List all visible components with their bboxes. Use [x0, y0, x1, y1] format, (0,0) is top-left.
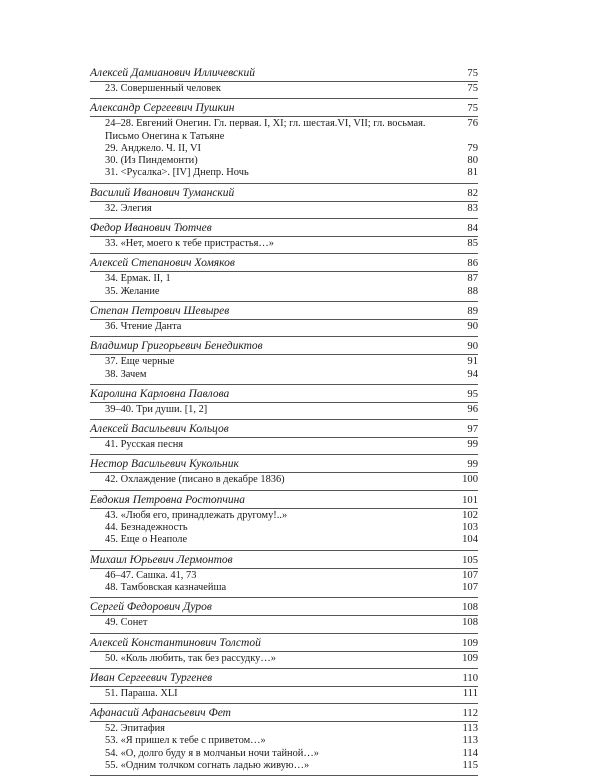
- poem-page-number: 103: [462, 522, 478, 534]
- author-page-number: 105: [462, 554, 478, 566]
- poem-title: 52. Эпитафия: [105, 723, 165, 735]
- poem-entry: [90, 167, 478, 179]
- toc-author-group: [90, 302, 478, 337]
- poem-page-number: 100: [462, 474, 478, 486]
- author-page-number: 82: [467, 187, 478, 199]
- poem-title: 31. <Русалка>. [IV] Днепр. Ночь: [105, 167, 249, 179]
- poem-title: 39–40. Три души. [1, 2]: [105, 403, 208, 415]
- table-of-contents: [90, 64, 478, 776]
- author-name: Михаил Юрьевич Лермонтов: [90, 553, 233, 566]
- author-row: [90, 551, 478, 569]
- poem-page-number: 104: [462, 534, 478, 546]
- author-name: Евдокия Петровна Ростопчина: [90, 493, 246, 506]
- poem-entry: [90, 404, 478, 416]
- author-name: Алексей Дамианович Илличевский: [90, 67, 256, 79]
- poem-entry: [90, 321, 478, 333]
- poem-entry: [90, 653, 478, 665]
- poem-entry: [90, 155, 478, 167]
- author-name: Степан Петрович Шевырев: [90, 304, 230, 317]
- author-row: [90, 184, 478, 202]
- poem-entry: [90, 510, 478, 522]
- author-page-number: 75: [467, 68, 478, 79]
- poem-title: 33. «Нет, моего к тебе пристрастья…»: [105, 238, 274, 250]
- poem-page-number: 94: [467, 368, 478, 380]
- poem-title: 30. (Из Пиндемонти): [105, 155, 198, 167]
- author-name: Алексей Васильевич Кольцов: [90, 423, 229, 436]
- poem-page-number: 102: [462, 509, 478, 521]
- poem-title: 42. Охлаждение (писано в декабре 1836): [105, 474, 285, 486]
- poem-title: 51. Параша. XLI: [105, 687, 178, 699]
- poem-page-number: 88: [467, 285, 478, 297]
- poem-title: 24–28. Евгений Онегин. Гл. первая. I, XI; гл. шестая.VI, VII; гл. восьмая. Письмо Онегина к Татьяне: [105, 118, 426, 142]
- author-name: Сергей Федорович Дуров: [90, 601, 212, 614]
- author-page-number: 108: [462, 602, 478, 614]
- poem-page-number: 99: [467, 439, 478, 451]
- poem-entry: [90, 118, 478, 143]
- toc-author-group: [90, 184, 478, 219]
- author-row: [90, 385, 478, 403]
- poem-title: 35. Желание: [105, 285, 160, 297]
- author-page-number: 101: [462, 494, 478, 506]
- toc-author-group: [90, 99, 478, 183]
- toc-author-group: [90, 420, 478, 455]
- author-page-number: 90: [467, 341, 478, 353]
- toc-author-group: [90, 634, 478, 669]
- poem-title: 44. Безнадежность: [105, 522, 188, 534]
- author-name: Федор Иванович Тютчев: [90, 222, 212, 235]
- poem-page-number: 80: [467, 155, 478, 167]
- poem-page-number: 114: [462, 747, 478, 759]
- author-row: [90, 302, 478, 320]
- author-row: [90, 491, 478, 509]
- author-name: Александр Сергеевич Пушкин: [90, 102, 235, 115]
- author-page-number: 110: [462, 672, 478, 684]
- author-row: [90, 219, 478, 237]
- poem-entry: [90, 723, 478, 735]
- author-name: Владимир Григорьевич Бенедиктов: [90, 340, 263, 353]
- toc-author-group: [90, 337, 478, 385]
- author-row: [90, 420, 478, 438]
- poem-title: 49. Сонет: [105, 617, 148, 629]
- poem-page-number: 83: [467, 202, 478, 214]
- toc-author-group: [90, 704, 478, 776]
- author-row: [90, 598, 478, 616]
- group-divider: [90, 772, 478, 776]
- author-page-number: 95: [467, 388, 478, 400]
- poem-entry: [90, 617, 478, 629]
- poem-page-number: 90: [467, 320, 478, 332]
- toc-author-group: [90, 254, 478, 302]
- poem-page-number: 111: [462, 687, 478, 699]
- poem-page-number: 107: [462, 581, 478, 593]
- toc-author-group: [90, 64, 478, 99]
- poem-title: 32. Элегия: [105, 202, 152, 214]
- poem-title: 29. Анджело. Ч. II, VI: [105, 142, 202, 154]
- author-row: [90, 704, 478, 722]
- poem-title: 37. Еще черные: [105, 356, 175, 368]
- author-page-number: 86: [467, 258, 478, 270]
- poem-page-number: 109: [462, 652, 478, 664]
- poem-title: 53. «Я пришел к тебе с приветом…»: [105, 735, 266, 747]
- poem-page-number: 87: [467, 273, 478, 285]
- author-name: Каролина Карловна Павлова: [90, 387, 230, 400]
- toc-author-group: [90, 669, 478, 704]
- poem-title: 41. Русская песня: [105, 439, 184, 451]
- poem-title: 46–47. Сашка. 41, 73: [105, 569, 197, 581]
- poem-page-number: 75: [467, 83, 478, 94]
- poem-title: 23. Совершенный человек: [105, 83, 221, 94]
- author-page-number: 97: [467, 424, 478, 436]
- poem-title: 43. «Любя его, принадлежать другому!..»: [105, 509, 288, 521]
- poem-entry: [90, 286, 478, 298]
- poem-entry: [90, 439, 478, 451]
- poem-title: 36. Чтение Данта: [105, 320, 182, 332]
- author-name: Нестор Васильевич Кукольник: [90, 458, 239, 471]
- poem-title: 48. Тамбовская казначейша: [105, 581, 227, 593]
- poem-page-number: 79: [467, 142, 478, 154]
- author-name: Афанасий Афанасьевич Фет: [90, 707, 231, 720]
- toc-author-group: [90, 455, 478, 490]
- author-name: Василий Иванович Туманский: [90, 186, 235, 199]
- toc-author-group: [90, 551, 478, 599]
- poem-page-number: 85: [467, 238, 478, 250]
- poem-page-number: 108: [462, 617, 478, 629]
- author-row: [90, 337, 478, 355]
- toc-author-group: [90, 219, 478, 254]
- poem-entry: [90, 760, 478, 772]
- poem-page-number: 96: [467, 403, 478, 415]
- poem-entry: [90, 273, 478, 285]
- toc-author-group: [90, 598, 478, 633]
- poem-entry: [90, 83, 478, 95]
- author-row: [90, 99, 478, 117]
- author-page-number: 112: [462, 708, 478, 720]
- poem-title: 55. «Одним толчком согнать ладью живую…»: [105, 760, 310, 772]
- author-row: [90, 254, 478, 272]
- author-page-number: 89: [467, 305, 478, 317]
- poem-title: 38. Зачем: [105, 368, 147, 380]
- toc-author-group: [90, 491, 478, 551]
- poem-entry: [90, 582, 478, 594]
- poem-page-number: 91: [467, 356, 478, 368]
- poem-title: 45. Еще о Неаполе: [105, 534, 188, 546]
- author-page-number: 99: [467, 459, 478, 471]
- poem-entry: [90, 570, 478, 582]
- author-row: [90, 455, 478, 473]
- poem-page-number: 115: [462, 760, 478, 772]
- poem-page-number: 113: [462, 735, 478, 747]
- poem-title: 34. Ермак. II, 1: [105, 273, 171, 285]
- toc-author-group: [90, 385, 478, 420]
- author-row: [90, 669, 478, 687]
- poem-page-number: 113: [462, 723, 478, 735]
- poem-entry: [90, 474, 478, 486]
- poem-page-number: 76: [467, 118, 478, 130]
- poem-title: 54. «О, долго буду я в молчаньи ночи тайной…»: [105, 747, 319, 759]
- poem-title: 50. «Коль любить, так без рассудку…»: [105, 652, 276, 664]
- poem-entry: [90, 688, 478, 700]
- author-page-number: 109: [462, 637, 478, 649]
- poem-page-number: 107: [462, 569, 478, 581]
- author-name: Алексей Константинович Толстой: [90, 636, 261, 649]
- poem-page-number: 81: [467, 167, 478, 179]
- author-name: Алексей Степанович Хомяков: [90, 257, 235, 270]
- poem-entry: [90, 735, 478, 747]
- poem-entry: [90, 203, 478, 215]
- author-row: [90, 634, 478, 652]
- author-row: [90, 64, 478, 82]
- author-page-number: 84: [467, 223, 478, 235]
- author-name: Иван Сергеевич Тургенев: [90, 671, 213, 684]
- poem-entry: [90, 238, 478, 250]
- poem-entry: [90, 369, 478, 381]
- poem-entry: [90, 143, 478, 155]
- poem-entry: [90, 522, 478, 534]
- poem-entry: [90, 356, 478, 368]
- poem-entry: [90, 534, 478, 546]
- author-page-number: 75: [467, 103, 478, 115]
